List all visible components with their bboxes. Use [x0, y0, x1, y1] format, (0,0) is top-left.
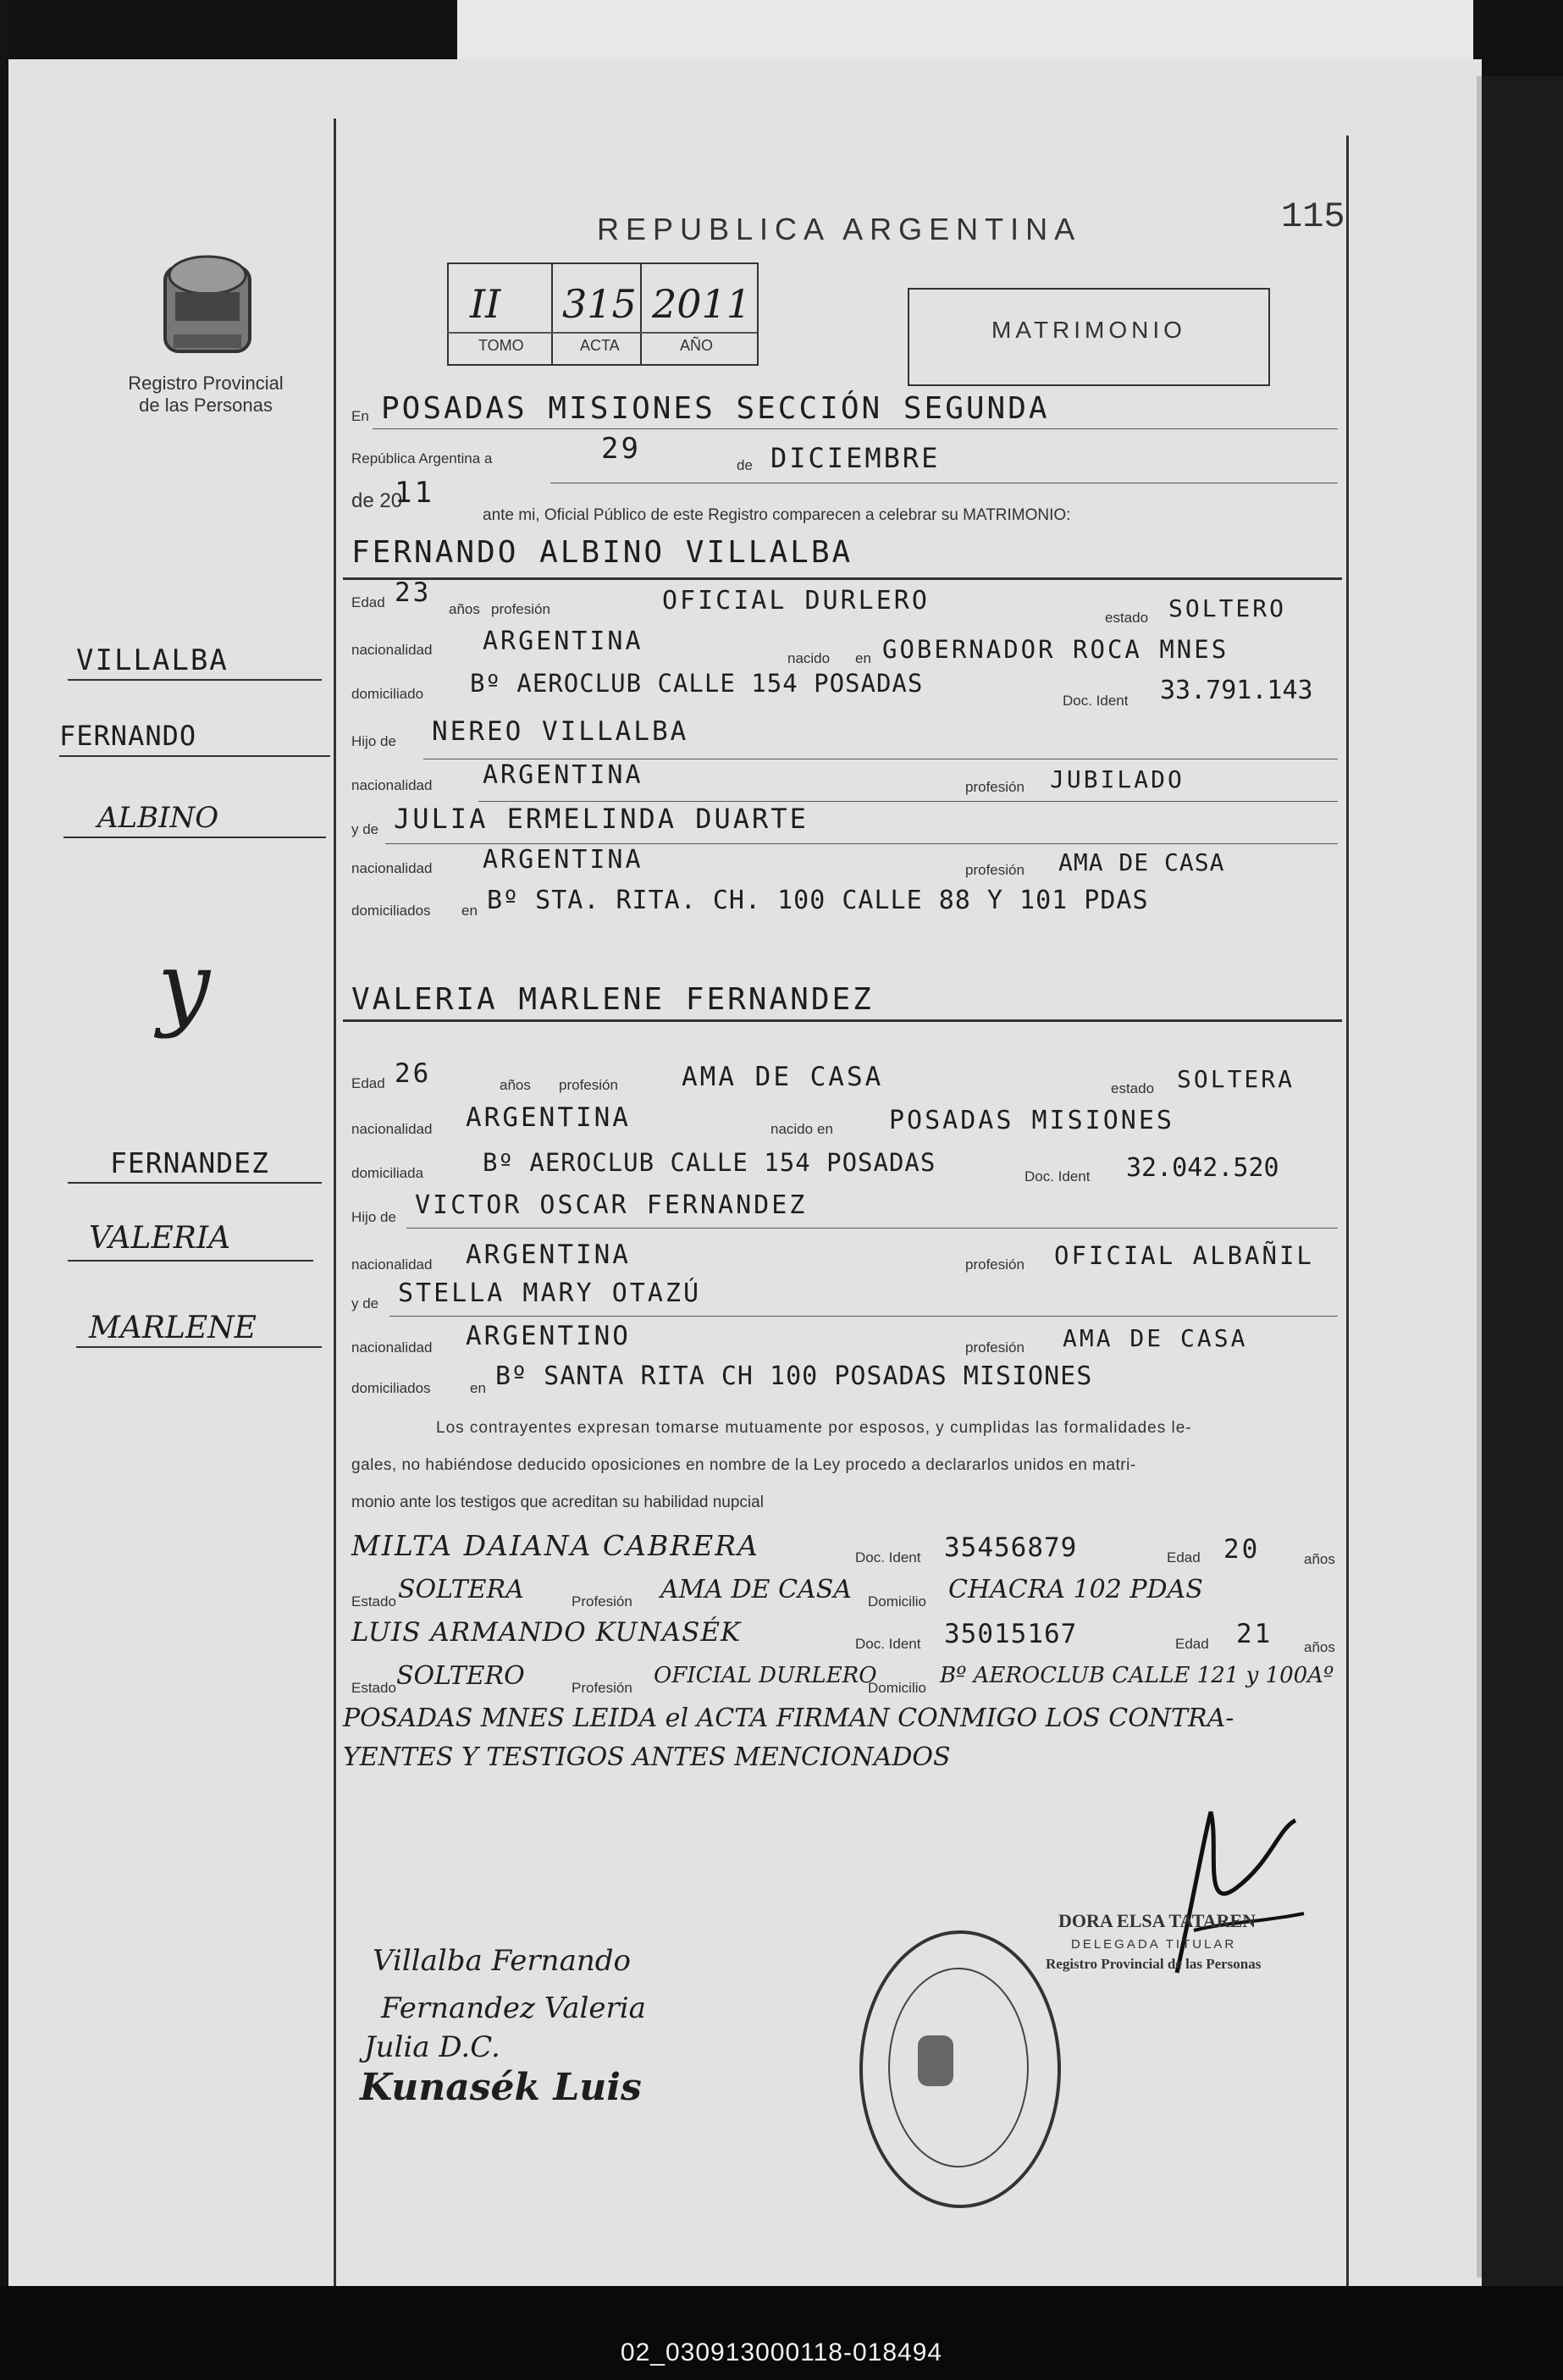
seal-inner-ring	[888, 1968, 1029, 2167]
provincial-seal-stamp	[859, 1930, 1061, 2208]
bride-doc-label: Doc. Ident	[1025, 1168, 1091, 1184]
groom-estado: SOLTERO	[1168, 594, 1287, 622]
page-edge	[1477, 76, 1482, 2278]
groom-domicilio: Bº AEROCLUB CALLE 154 POSADAS	[470, 669, 924, 698]
witness1-edad: 20	[1223, 1534, 1261, 1565]
groom-father-prof: JUBILADO	[1050, 765, 1185, 793]
bride-profesion-label: profesión	[559, 1077, 618, 1093]
witness2-doc-label: Doc. Ident	[855, 1636, 921, 1652]
tomo-label: TOMO	[478, 337, 524, 354]
witness2-prof-label: Profesión	[572, 1680, 632, 1696]
bride-nacionalidad: ARGENTINA	[466, 1102, 631, 1133]
bride-hijo-label: Hijo de	[351, 1209, 396, 1225]
bride-mother-prof: AMA DE CASA	[1063, 1324, 1248, 1352]
bride-estado-label: estado	[1111, 1080, 1155, 1096]
groom-parents-dom: Bº STA. RITA. CH. 100 CALLE 88 Y 101 PDAS	[487, 886, 1149, 915]
republica-label: República Argentina a	[351, 450, 493, 467]
witness2-estado-label: Estado	[351, 1680, 396, 1696]
intro-text: ante mi, Oficial Público de este Registro comparecen a celebrar su MATRIMONIO:	[483, 506, 1071, 524]
top-paper-strip	[457, 0, 1473, 68]
country-heading: REPUBLICA ARGENTINA	[597, 212, 1082, 246]
witness1-doc: 35456879	[944, 1532, 1078, 1563]
bride-father-prof: OFICIAL ALBAÑIL	[1054, 1241, 1314, 1270]
bride-father-nac: ARGENTINA	[466, 1240, 631, 1270]
groom-parents-en-label: en	[461, 903, 478, 919]
margin-separator: y	[157, 931, 211, 1040]
left-frame	[0, 0, 8, 2380]
bride-parents-dom-label: domiciliados	[351, 1380, 431, 1396]
right-margin-rule	[1346, 135, 1349, 2286]
declaration-line3: monio ante los testigos que acreditan su habilidad nupcial	[351, 1494, 764, 1511]
bride-mother-prof-label: profesión	[965, 1339, 1025, 1356]
witness1-doc-label: Doc. Ident	[855, 1549, 921, 1565]
signature-bride: Fernandez Valeria	[381, 1991, 646, 2025]
groom-doc: 33.791.143	[1160, 676, 1313, 705]
witness1-dom-label: Domicilio	[868, 1593, 926, 1610]
bride-edad-label: Edad	[351, 1075, 385, 1091]
anio-label: AÑO	[680, 337, 714, 354]
place: POSADAS MISIONES SECCIÓN SEGUNDA	[381, 391, 1050, 426]
groom-edad-label: Edad	[351, 594, 385, 610]
official-org: Registro Provincial de las Personas	[1046, 1956, 1262, 1972]
witness2-estado: SOLTERO	[396, 1661, 525, 1691]
bride-mother-nac-label: nacionalidad	[351, 1339, 433, 1356]
witness1-name: MILTA DAIANA CABRERA	[351, 1529, 759, 1562]
witness2-profesion: OFICIAL DURLERO	[654, 1663, 877, 1688]
groom-mother-nac: ARGENTINA	[483, 845, 643, 875]
signature-groom: Villalba Fernando	[373, 1944, 631, 1978]
left-margin-rule	[334, 119, 336, 2286]
margin-bride-name1: VALERIA	[89, 1221, 231, 1256]
margin-bride-name2: MARLENE	[89, 1311, 257, 1345]
groom-father: NEREO VILLALBA	[432, 716, 689, 747]
witness2-edad: 21	[1236, 1619, 1273, 1649]
groom-nac-label: nacionalidad	[351, 642, 433, 658]
margin-groom-surname: VILLALBA	[76, 643, 229, 677]
groom-mother: JULIA ERMELINDA DUARTE	[394, 803, 809, 835]
crest-icon	[157, 241, 258, 368]
de-label: de	[737, 457, 753, 473]
month: DICIEMBRE	[770, 442, 941, 474]
groom-profesion: OFICIAL DURLERO	[662, 586, 930, 616]
witness2-dom-label: Domicilio	[868, 1680, 926, 1696]
groom-nacido-label: nacido	[787, 650, 831, 666]
witness1-anios-label: años	[1304, 1551, 1335, 1567]
witness1-estado: SOLTERA	[398, 1575, 524, 1604]
groom-parents-dom-label: domiciliados	[351, 903, 431, 919]
witness1-prof-label: Profesión	[572, 1593, 632, 1610]
closing-line1: POSADAS MNES LEIDA el ACTA FIRMAN CONMIGO LOS CONTRA-	[343, 1704, 1234, 1733]
bride-parents-en-label: en	[470, 1380, 486, 1396]
bride-full-name: VALERIA MARLENE FERNANDEZ	[351, 982, 874, 1017]
witness2-edad-label: Edad	[1175, 1636, 1209, 1652]
margin-bride-surname: FERNANDEZ	[110, 1146, 269, 1179]
bride-father-nac-label: nacionalidad	[351, 1256, 433, 1273]
anio-value: 2011	[652, 281, 752, 327]
groom-nacido-en: GOBERNADOR ROCA MNES	[882, 635, 1229, 664]
year-prefix: de 20	[351, 489, 403, 512]
bride-doc: 32.042.520	[1126, 1153, 1279, 1183]
year-suffix: 11	[395, 476, 434, 510]
groom-father-prof-label: profesión	[965, 779, 1025, 795]
image-id-caption: 02_030913000118-018494	[620, 2339, 943, 2366]
witness2-name: LUIS ARMANDO KUNASÉK	[351, 1617, 742, 1648]
margin-groom-name2: ALBINO	[97, 801, 219, 835]
bride-mother-nac: ARGENTINO	[466, 1321, 631, 1351]
signature-witness2: Kunasék Luis	[360, 2066, 642, 2109]
groom-mother-prof-label: profesión	[965, 862, 1025, 878]
signature-witness1: Julia D.C.	[364, 2030, 500, 2064]
witness1-estado-label: Estado	[351, 1593, 396, 1610]
bride-mother: STELLA MARY OTAZÚ	[398, 1278, 702, 1308]
document-page	[8, 59, 1482, 2286]
groom-en-label: en	[855, 650, 871, 666]
declaration-line1: Los contrayentes expresan tomarse mutuamente por esposos, y cumplidas las formalidades le-	[436, 1419, 1192, 1437]
groom-mother-nac-label: nacionalidad	[351, 860, 433, 876]
bride-dom-label: domiciliada	[351, 1165, 424, 1181]
groom-hijo-label: Hijo de	[351, 733, 396, 749]
bride-nac-label: nacionalidad	[351, 1121, 433, 1137]
groom-estado-label: estado	[1105, 610, 1149, 626]
witness1-edad-label: Edad	[1167, 1549, 1201, 1565]
groom-dom-label: domiciliado	[351, 686, 424, 702]
witness2-anios-label: años	[1304, 1639, 1335, 1655]
groom-edad: 23	[395, 577, 432, 608]
witness1-domicilio: CHACRA 102 PDAS	[948, 1575, 1203, 1604]
margin-groom-name1: FERNANDO	[59, 720, 197, 752]
bride-edad: 26	[395, 1058, 432, 1089]
groom-doc-label: Doc. Ident	[1063, 693, 1129, 709]
acta-value: 315	[562, 281, 637, 327]
en-label: En	[351, 408, 369, 424]
groom-father-nac: ARGENTINA	[483, 760, 643, 790]
bride-anios-label: años	[500, 1077, 531, 1093]
seal-crest-icon	[918, 2035, 953, 2086]
bride-estado: SOLTERA	[1177, 1065, 1295, 1093]
acta-label: ACTA	[580, 337, 620, 354]
witness1-profesion: AMA DE CASA	[660, 1575, 852, 1604]
bride-profesion: AMA DE CASA	[682, 1062, 884, 1092]
official-title: DELEGADA TITULAR	[1071, 1937, 1237, 1952]
day: 29	[601, 432, 641, 466]
groom-full-name: FERNANDO ALBINO VILLALBA	[351, 535, 853, 570]
page-number: 115	[1281, 196, 1345, 237]
bride-father: VICTOR OSCAR FERNANDEZ	[415, 1190, 808, 1220]
bride-nacido-label: nacido	[770, 1121, 814, 1137]
groom-profesion-label: profesión	[491, 601, 550, 617]
groom-mother-label: y de	[351, 821, 379, 837]
official-name: DORA ELSA TATAREN	[1058, 1910, 1256, 1931]
record-type: MATRIMONIO	[991, 317, 1186, 343]
groom-anios-label: años	[449, 601, 480, 617]
groom-mother-prof: AMA DE CASA	[1058, 848, 1225, 876]
witness2-doc: 35015167	[944, 1619, 1078, 1649]
tomo-value: II	[470, 281, 501, 327]
bride-parents-dom: Bº SANTA RITA CH 100 POSADAS MISIONES	[495, 1361, 1093, 1391]
declaration-line2: gales, no habiéndose deducido oposiciones en nombre de la Ley procedo a declararlos unidos en matri-	[351, 1456, 1136, 1474]
bride-nacido-en: POSADAS MISIONES	[889, 1106, 1174, 1135]
witness2-domicilio: Bº AEROCLUB CALLE 121 y 100Aº	[940, 1663, 1334, 1688]
bride-en-label: en	[817, 1121, 833, 1137]
bride-father-prof-label: profesión	[965, 1256, 1025, 1273]
bride-domicilio: Bº AEROCLUB CALLE 154 POSADAS	[483, 1148, 936, 1177]
registry-name-line1: Registro Provincial	[128, 373, 284, 394]
bride-mother-label: y de	[351, 1295, 379, 1311]
groom-father-nac-label: nacionalidad	[351, 777, 433, 793]
groom-nacionalidad: ARGENTINA	[483, 627, 643, 656]
closing-line2: YENTES Y TESTIGOS ANTES MENCIONADOS	[343, 1742, 951, 1772]
registry-name-line2: de las Personas	[139, 395, 273, 416]
